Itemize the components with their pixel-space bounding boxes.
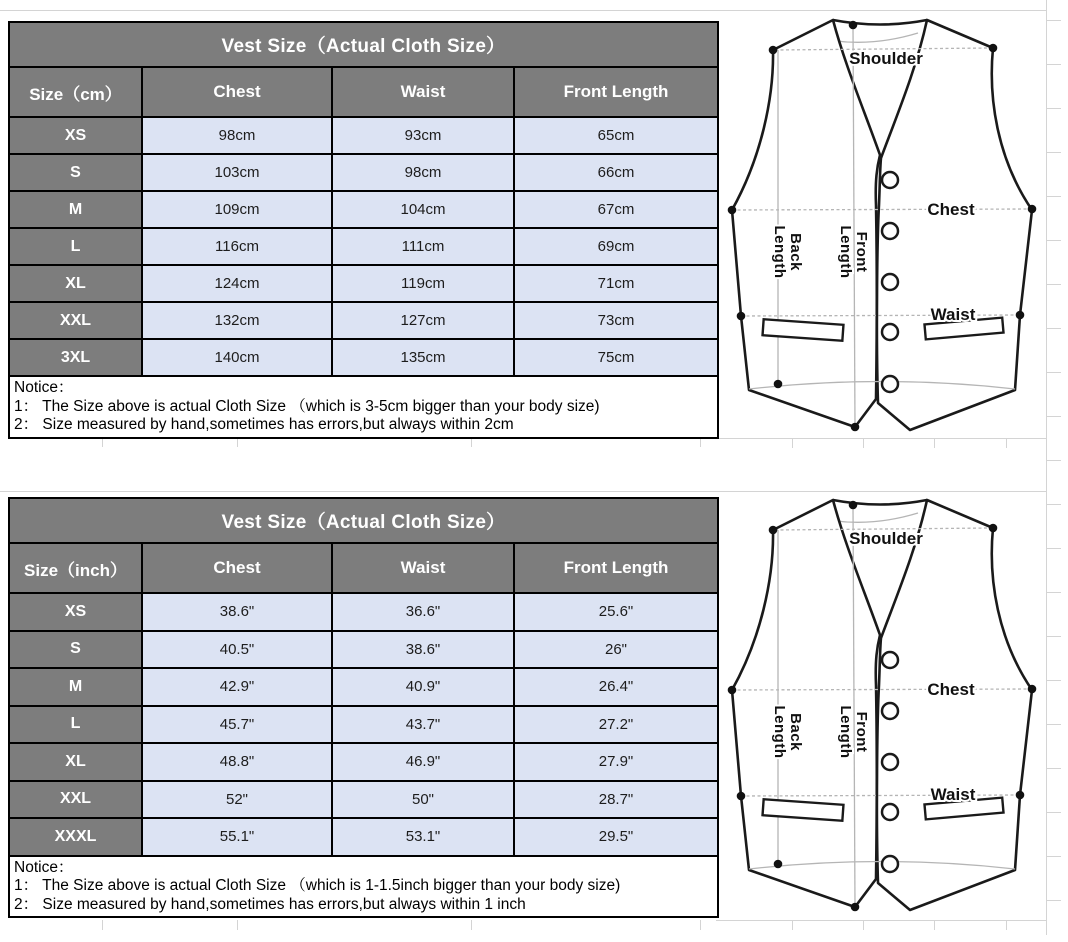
vest-measurement-diagram-top: [712, 8, 1068, 444]
notice-line-1: 1： The Size above is actual Cloth Size （which is 1-1.5inch bigger than your body size): [14, 877, 621, 895]
chest-value: 52": [143, 782, 333, 820]
column-header-front-length: Front Length: [515, 544, 717, 594]
front-length-label-word2: Length: [837, 705, 854, 759]
notice-inch: [10, 857, 717, 917]
front-length-label-word1: Front: [853, 231, 870, 273]
shoulder-label: Shoulder: [849, 529, 923, 548]
chest-value: 48.8": [143, 744, 333, 782]
chest-value: 124cm: [143, 266, 333, 303]
waist-value: 104cm: [333, 192, 515, 229]
chest-value: 98cm: [143, 118, 333, 155]
back-length-label-word2: Length: [771, 225, 788, 279]
front-length-value: 26.4": [515, 669, 717, 707]
waist-value: 98cm: [333, 155, 515, 192]
size-table-cm: [8, 21, 719, 439]
waist-value: 36.6": [333, 594, 515, 632]
front-length-value: 66cm: [515, 155, 717, 192]
front-length-value: 65cm: [515, 118, 717, 155]
column-header-size-inch: Size（inch）: [10, 544, 143, 594]
front-length-label-word1: Front: [853, 711, 870, 753]
waist-value: 53.1": [333, 819, 515, 857]
front-length-label-word2: Length: [837, 225, 854, 279]
chest-value: 42.9": [143, 669, 333, 707]
front-length-value: 28.7": [515, 782, 717, 820]
chest-value: 140cm: [143, 340, 333, 377]
size-table-inch: [8, 497, 719, 918]
back-length-label-word2: Length: [771, 705, 788, 759]
notice-line-2: 2： Size measured by hand,sometimes has errors,but always within 1 inch: [14, 895, 526, 913]
chest-label: Chest: [927, 680, 975, 699]
front-length-value: 75cm: [515, 340, 717, 377]
chest-label: Chest: [927, 200, 975, 219]
chest-value: 103cm: [143, 155, 333, 192]
waist-label: Waist: [930, 305, 976, 324]
waist-value: 46.9": [333, 744, 515, 782]
back-length-label-word1: Back: [787, 713, 804, 751]
chest-value: 40.5": [143, 632, 333, 670]
waist-value: 40.9": [333, 669, 515, 707]
vest-measurement-diagram-bottom: [712, 488, 1068, 924]
notice-cm: [10, 377, 717, 437]
chest-value: 109cm: [143, 192, 333, 229]
waist-value: 50": [333, 782, 515, 820]
size-label: L: [10, 229, 143, 266]
back-length-label-word1: Back: [787, 233, 804, 271]
size-label: XL: [10, 266, 143, 303]
front-length-value: 67cm: [515, 192, 717, 229]
size-label: XL: [10, 744, 143, 782]
notice-label: Notice：: [14, 858, 74, 876]
size-label: XXL: [10, 782, 143, 820]
waist-value: 111cm: [333, 229, 515, 266]
column-header-front-length: Front Length: [515, 68, 717, 118]
front-length-value: 73cm: [515, 303, 717, 340]
front-length-value: 27.2": [515, 707, 717, 745]
chest-value: 116cm: [143, 229, 333, 266]
table-title: Vest Size（Actual Cloth Size）: [10, 499, 717, 544]
size-label: XS: [10, 594, 143, 632]
size-label: S: [10, 632, 143, 670]
chest-value: 38.6": [143, 594, 333, 632]
front-length-value: 27.9": [515, 744, 717, 782]
size-label: S: [10, 155, 143, 192]
shoulder-label: Shoulder: [849, 49, 923, 68]
column-header-size-cm: Size（cm）: [10, 68, 143, 118]
waist-value: 93cm: [333, 118, 515, 155]
size-label: XS: [10, 118, 143, 155]
front-length-value: 26": [515, 632, 717, 670]
notice-label: Notice：: [14, 379, 74, 396]
size-label: XXL: [10, 303, 143, 340]
waist-value: 127cm: [333, 303, 515, 340]
waist-value: 43.7": [333, 707, 515, 745]
front-length-value: 29.5": [515, 819, 717, 857]
size-label: M: [10, 669, 143, 707]
table-title: Vest Size（Actual Cloth Size）: [10, 23, 717, 68]
column-header-waist: Waist: [333, 544, 515, 594]
notice-line-1: 1： The Size above is actual Cloth Size （which is 3-5cm bigger than your body size): [14, 397, 600, 415]
notice-line-2: 2： Size measured by hand,sometimes has errors,but always within 2cm: [14, 416, 514, 434]
waist-value: 119cm: [333, 266, 515, 303]
column-header-chest: Chest: [143, 544, 333, 594]
front-length-value: 25.6": [515, 594, 717, 632]
chest-value: 45.7": [143, 707, 333, 745]
waist-value: 38.6": [333, 632, 515, 670]
front-length-value: 71cm: [515, 266, 717, 303]
waist-label: Waist: [930, 785, 976, 804]
front-length-value: 69cm: [515, 229, 717, 266]
size-label: M: [10, 192, 143, 229]
chest-value: 55.1": [143, 819, 333, 857]
waist-value: 135cm: [333, 340, 515, 377]
chest-value: 132cm: [143, 303, 333, 340]
column-header-waist: Waist: [333, 68, 515, 118]
size-label: 3XL: [10, 340, 143, 377]
size-label: XXXL: [10, 819, 143, 857]
column-header-chest: Chest: [143, 68, 333, 118]
size-label: L: [10, 707, 143, 745]
